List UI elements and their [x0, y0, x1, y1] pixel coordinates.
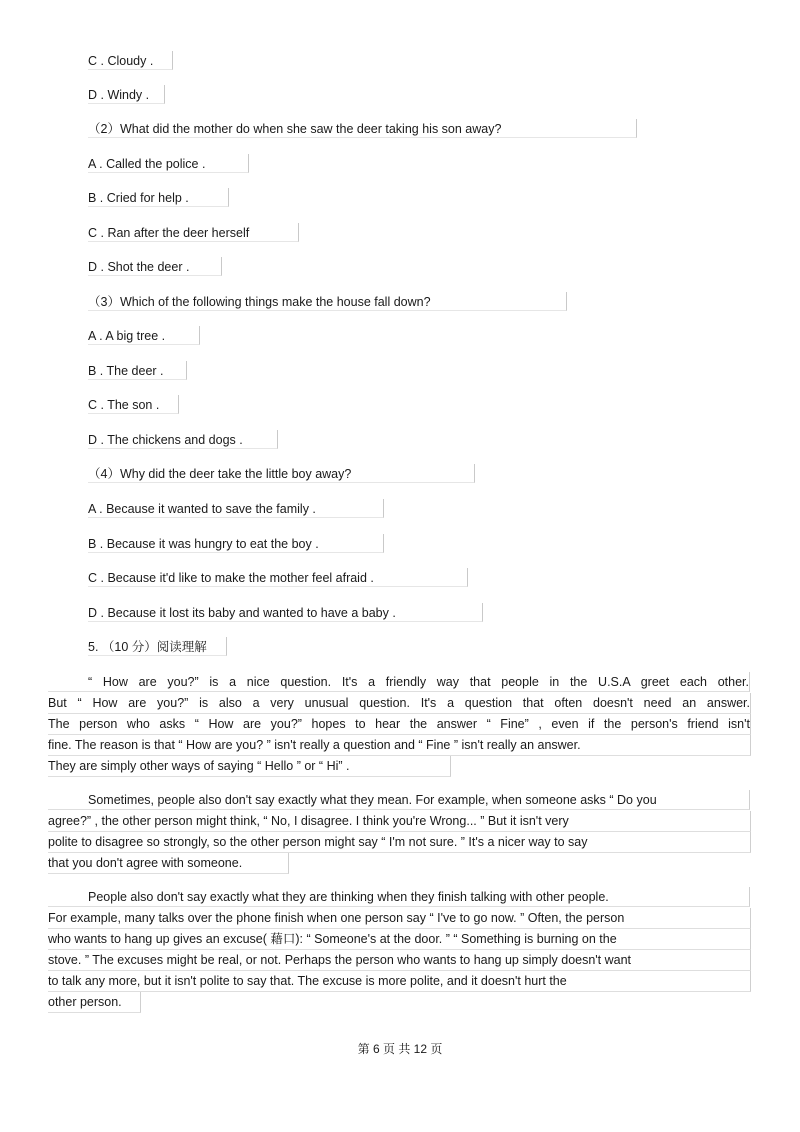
- question-2: （2）What did the mother do when she saw the deer taking his son away?: [88, 122, 502, 136]
- answer-box: [88, 430, 278, 449]
- section-5-heading: 5. （10 分）阅读理解: [88, 640, 207, 654]
- q2-option-b: B . Cried for help .: [88, 191, 189, 205]
- answer-box: [88, 637, 227, 656]
- passage-line: to talk any more, but it isn't polite to say that. The excuse is more polite, and it doesn't hurt the: [48, 971, 751, 992]
- option-d-windy: D . Windy .: [88, 88, 150, 102]
- q2-option-d: D . Shot the deer .: [88, 260, 190, 274]
- answer-box: [88, 257, 222, 276]
- q3-option-c: C . The son .: [88, 398, 160, 412]
- passage-line: They are simply other ways of saying “ Hello ” or “ Hi” .: [48, 756, 451, 777]
- passage-line: that you don't agree with someone.: [48, 853, 289, 874]
- answer-box: [88, 534, 384, 553]
- q3-option-a: A . A big tree .: [88, 329, 166, 343]
- passage-line: stove. ” The excuses might be real, or not. Perhaps the person who wants to hang up simply doesn't want: [48, 950, 751, 971]
- page-footer: 第 6 页 共 12 页: [357, 1042, 443, 1056]
- answer-box: [88, 361, 187, 380]
- answer-box: [88, 119, 637, 138]
- answer-box: [88, 568, 468, 587]
- answer-box: [88, 499, 384, 518]
- q4-option-b: B . Because it was hungry to eat the boy .: [88, 537, 319, 551]
- q4-option-c: C . Because it'd like to make the mother feel afraid .: [88, 571, 374, 585]
- answer-box: [88, 326, 200, 345]
- passage-line: who wants to hang up gives an excuse( 藉口): “ Someone's at the door. ” “ Something is burning on the: [48, 929, 751, 950]
- q4-option-a: A . Because it wanted to save the family .: [88, 502, 316, 516]
- q3-option-d: D . The chickens and dogs .: [88, 433, 243, 447]
- passage-line: agree?” , the other person might think, “ No, I disagree. I think you're Wrong... ” But it isn't very: [48, 811, 751, 832]
- q2-option-a: A . Called the police .: [88, 157, 206, 171]
- passage-line: polite to disagree so strongly, so the other person might say “ I'm not sure. ” It's a nicer way to say: [48, 832, 751, 853]
- answer-box: [88, 395, 179, 414]
- q4-option-d: D . Because it lost its baby and wanted to have a baby .: [88, 606, 396, 620]
- q3-option-b: B . The deer .: [88, 364, 164, 378]
- answer-box: [88, 51, 173, 70]
- question-4: （4）Why did the deer take the little boy away?: [88, 467, 352, 481]
- passage-line: People also don't say exactly what they are thinking when they finish talking with other people.: [48, 887, 750, 907]
- passage-line: fine. The reason is that “ How are you? ” isn't really a question and “ Fine ” isn't really an answer.: [48, 735, 751, 756]
- passage-line: The person who asks “ How are you?” hopes to hear the answer “ Fine” , even if the person's friend isn't: [48, 714, 751, 735]
- answer-box: [88, 85, 165, 104]
- passage-line: “ How are you?” is a nice question. It's a friendly way that people in the U.S.A greet each other.: [48, 672, 750, 692]
- answer-box: [88, 154, 249, 173]
- q2-option-c: C . Ran after the deer herself: [88, 226, 250, 240]
- passage-line: Sometimes, people also don't say exactly what they mean. For example, when someone asks “ Do you: [48, 790, 750, 810]
- answer-box: [88, 464, 475, 483]
- option-c-cloudy: C . Cloudy .: [88, 54, 154, 68]
- question-3: （3）Which of the following things make the house fall down?: [88, 295, 431, 309]
- passage-line: For example, many talks over the phone finish when one person say “ I've to go now. ” Often, the person: [48, 908, 751, 929]
- answer-box: [88, 188, 229, 207]
- answer-box: [88, 292, 567, 311]
- answer-box: [88, 603, 483, 622]
- passage-line: other person.: [48, 992, 141, 1013]
- answer-box: [88, 223, 299, 242]
- passage-line: But “ How are you?” is also a very unusual question. It's a question that often doesn't need an answer.: [48, 693, 751, 714]
